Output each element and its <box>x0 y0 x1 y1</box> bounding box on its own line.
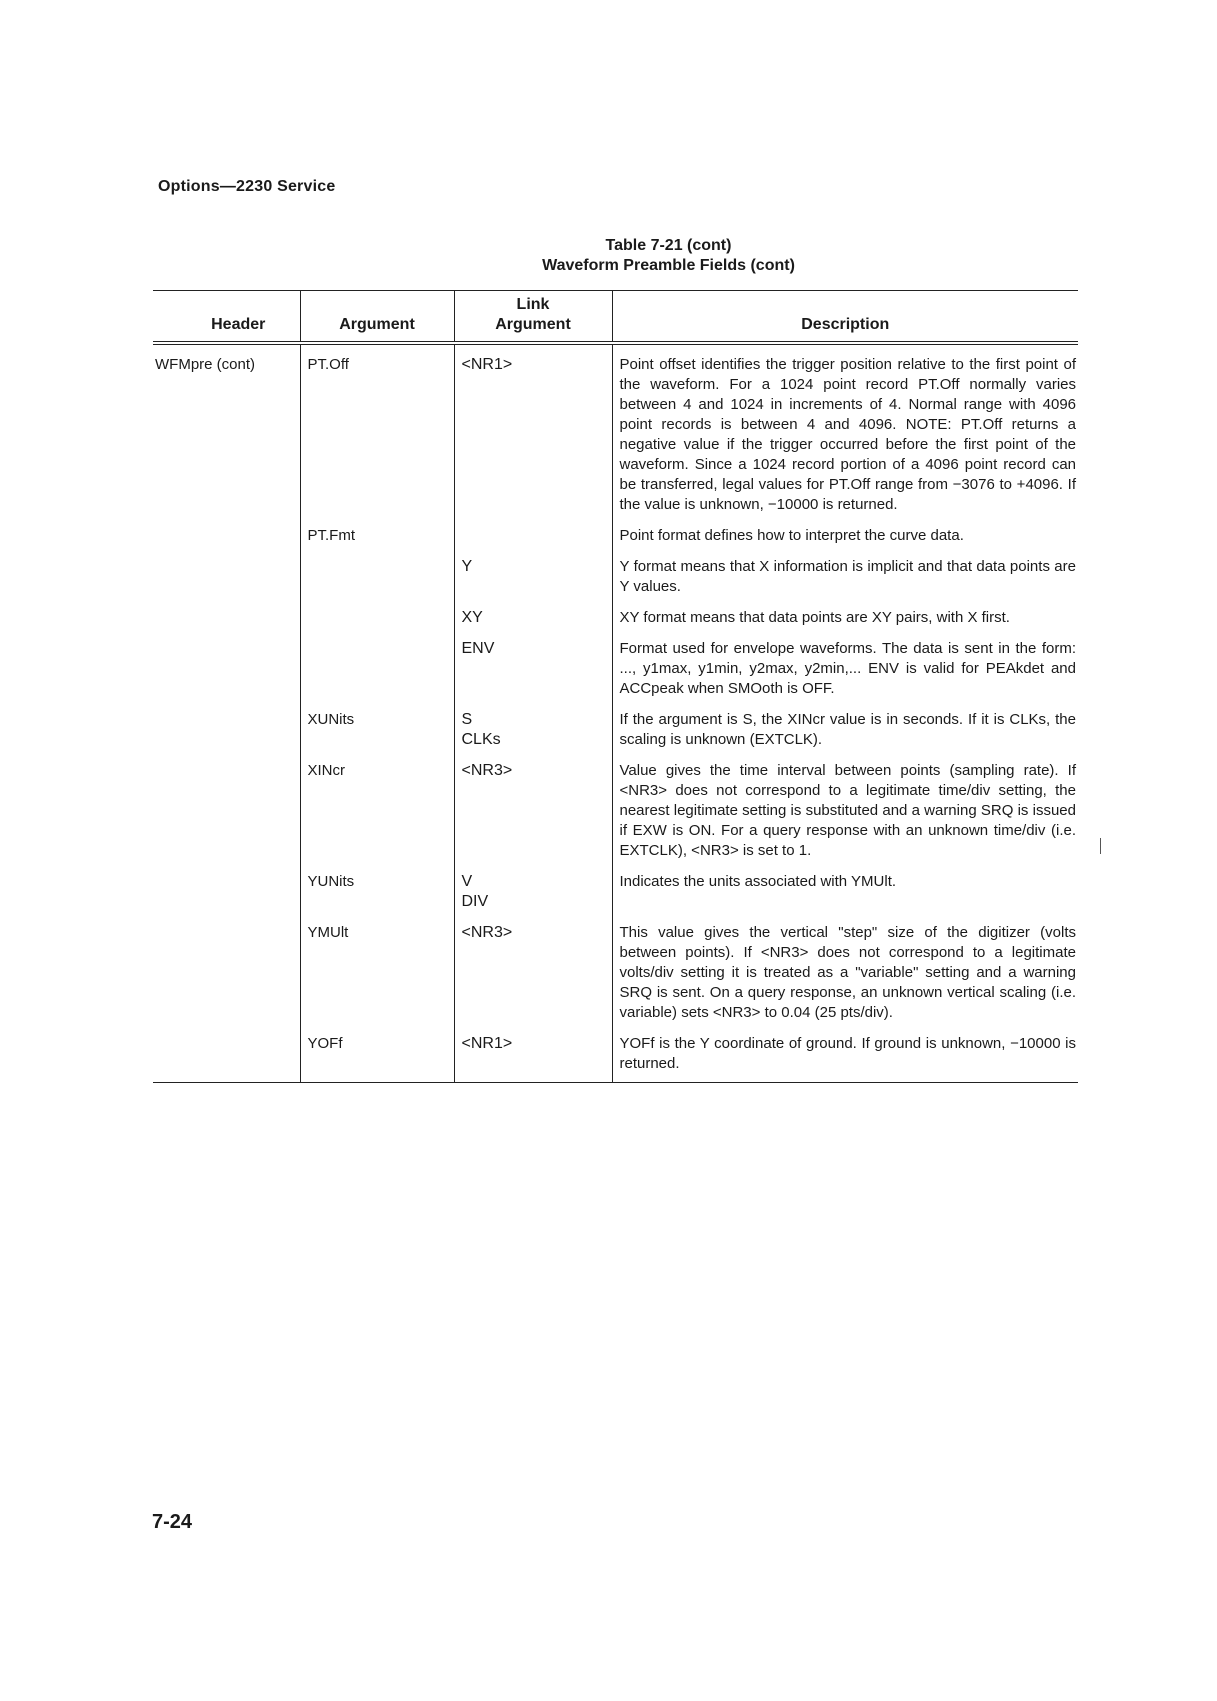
cell-link-argument <box>454 637 612 708</box>
cell-argument: PT.Fmt <box>300 524 454 555</box>
cell-description: YOFf is the Y coordinate of ground. If ground is unknown, −10000 is returned. <box>612 1032 1078 1083</box>
running-head: Options—2230 Service <box>158 178 336 195</box>
link-value: <NR1> <box>461 356 513 373</box>
link-value: <NR1> <box>461 1035 513 1052</box>
cell-description: Y format means that X information is implicit and that data points are Y values. <box>619 558 1076 595</box>
link-value: S <box>461 711 473 728</box>
table-row <box>153 921 1078 1032</box>
link-value: <NR3> <box>461 924 513 941</box>
table-row <box>153 708 1078 759</box>
col-header-argument: Argument <box>300 291 454 344</box>
table-row <box>153 343 1078 524</box>
link-value: <NR3> <box>461 762 513 779</box>
table-row <box>153 870 1078 921</box>
col-header-header: Header <box>153 291 300 344</box>
cell-argument: YUNits <box>300 870 454 921</box>
cell-link-argument <box>454 870 612 921</box>
cell-link-argument <box>454 555 612 606</box>
cell-argument: YOFf <box>300 1032 454 1083</box>
cell-description: Value gives the time interval between points (sampling rate). If <NR3> does not correspond to a legitimate time/div setting, the nearest legitimate setting is substituted and a warning SRQ is issued if EXW is ON. For a query response with an unknown time/div (i.e. EXTCLK), <NR3> is set to 1. <box>619 762 1076 859</box>
cell-argument <box>300 555 454 606</box>
cell-description: This value gives the vertical "step" size of the digitizer (volts between points). If <NR3> does not correspond to a legitimate volts/div setting it is treated as a "variable" setting and a warning SRQ is sent. On a query response, an unknown vertical scaling (i.e. variable) sets <NR3> to 0.04 (25 pts/div). <box>619 924 1076 1021</box>
cell-link-argument <box>454 708 612 759</box>
table-row <box>153 759 1078 870</box>
table-caption <box>0 236 1217 276</box>
col-header-link-top: Link <box>516 296 550 313</box>
cell-header <box>153 524 300 555</box>
cell-argument <box>300 637 454 708</box>
change-bar-mark <box>1100 838 1101 854</box>
page-number: 7-24 <box>152 1511 193 1533</box>
cell-description: Point offset identifies the trigger position relative to the first point of the waveform. For a 1024 point record PT.Off normally varies between 4 and 1024 in increments of 4. Normal range with 4096 point records is between 4 and 4096. NOTE: PT.Off returns a negative value if the trigger occurred before the first point of the waveform. Since a 1024 record portion of a 4096 point record can be transferred, legal values for PT.Off range from −3076 to +4096. If the value is unknown, −10000 is returned. <box>619 356 1076 513</box>
link-value: ENV <box>461 640 495 657</box>
cell-link-argument <box>454 1032 612 1083</box>
cell-header <box>153 708 300 759</box>
cell-header <box>153 759 300 870</box>
cell-link-argument <box>454 759 612 870</box>
waveform-preamble-table <box>153 290 1078 1083</box>
cell-description: If the argument is S, the XINcr value is in seconds. If it is CLKs, the scaling is unknown (EXTCLK). <box>619 711 1076 748</box>
link-value: V <box>461 873 473 890</box>
cell-header <box>153 555 300 606</box>
cell-link-argument <box>454 524 612 555</box>
cell-argument: PT.Off <box>300 343 454 524</box>
cell-argument: XUNits <box>300 708 454 759</box>
table-header-row <box>153 291 1078 344</box>
cell-argument: XINcr <box>300 759 454 870</box>
link-value-2: CLKs <box>461 731 501 748</box>
cell-description: Format used for envelope waveforms. The data is sent in the form: ..., y1max, y1min, y2max, y2min,... ENV is valid for PEAkdet and ACCpeak when SMOoth is OFF. <box>619 640 1076 697</box>
cell-header: WFMpre (cont) <box>153 343 300 524</box>
cell-description: Point format defines how to interpret the curve data. <box>619 527 964 544</box>
cell-link-argument <box>454 921 612 1032</box>
link-value: XY <box>461 609 483 626</box>
table-title: Table 7-21 (cont) <box>605 237 732 254</box>
cell-header <box>153 870 300 921</box>
table-row <box>153 606 1078 637</box>
cell-link-argument <box>454 343 612 524</box>
link-value-2: DIV <box>461 893 489 910</box>
table-subtitle: Waveform Preamble Fields (cont) <box>542 257 795 274</box>
col-header-link-bottom: Argument <box>495 316 571 333</box>
col-header-link-argument <box>454 291 612 344</box>
cell-argument: YMUlt <box>300 921 454 1032</box>
cell-header <box>153 637 300 708</box>
table-row <box>153 1032 1078 1083</box>
cell-argument <box>300 606 454 637</box>
link-value: Y <box>461 558 473 575</box>
cell-link-argument <box>454 606 612 637</box>
table-row <box>153 637 1078 708</box>
cell-header <box>153 1032 300 1083</box>
cell-header <box>153 606 300 637</box>
table-row <box>153 524 1078 555</box>
cell-header <box>153 921 300 1032</box>
col-header-description: Description <box>612 291 1078 344</box>
cell-description: Indicates the units associated with YMUlt. <box>619 873 897 890</box>
table-row <box>153 555 1078 606</box>
cell-description: XY format means that data points are XY pairs, with X first. <box>619 609 1010 626</box>
